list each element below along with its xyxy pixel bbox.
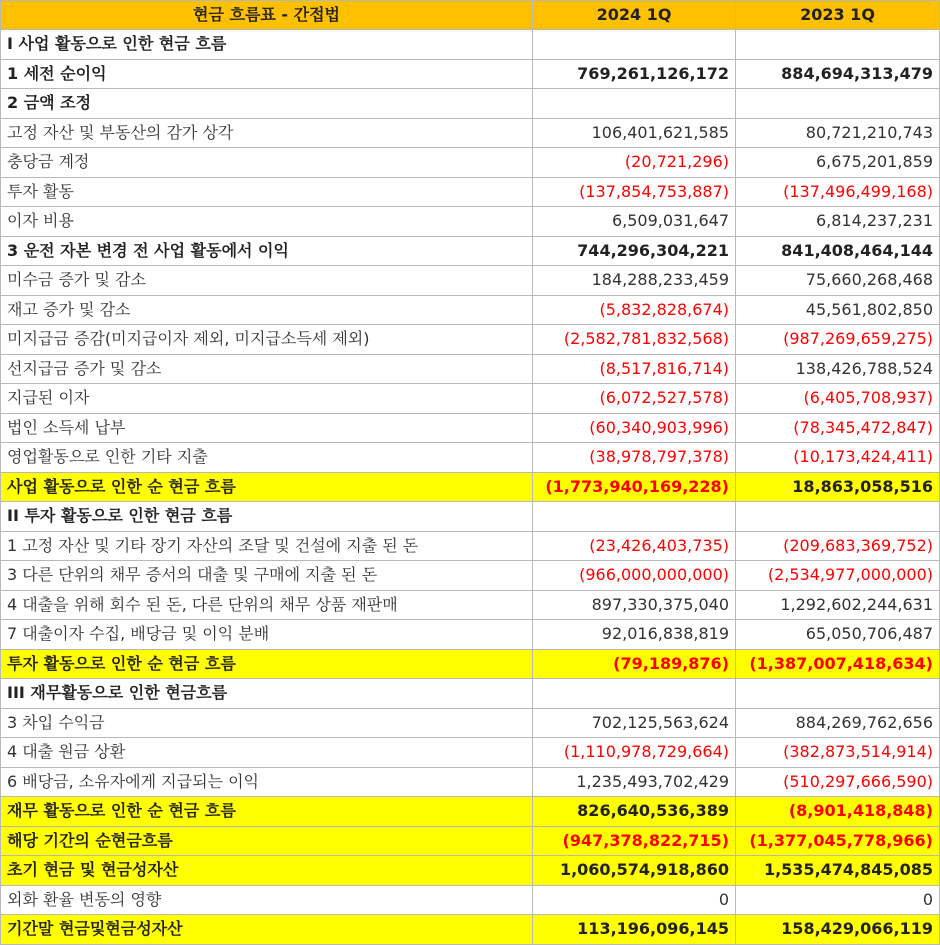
- table-row: [1, 89, 940, 119]
- header-period-2024-1q: 2024 1Q: [533, 1, 736, 30]
- value-2023-1q: (6,405,708,937): [736, 384, 940, 414]
- value-2023-1q: [736, 502, 940, 532]
- value-2024-1q: (5,832,828,674): [533, 295, 736, 325]
- row-label: 외화 환율 변동의 영향: [1, 885, 533, 915]
- row-label: 법인 소득세 납부: [1, 413, 533, 443]
- value-2024-1q: [533, 502, 736, 532]
- row-label: 재무 활동으로 인한 순 현금 흐름: [1, 797, 533, 827]
- header-statement-title: 현금 흐름표 - 간접법: [1, 1, 533, 30]
- row-label: 4 대출을 위해 회수 된 돈, 다른 단위의 채무 상품 재판매: [1, 590, 533, 620]
- row-label: 4 대출 원금 상환: [1, 738, 533, 768]
- table-row: [1, 885, 940, 915]
- value-2024-1q: (6,072,527,578): [533, 384, 736, 414]
- value-2023-1q: 1,535,474,845,085: [736, 856, 940, 886]
- value-2024-1q: 106,401,621,585: [533, 118, 736, 148]
- table-row: [1, 502, 940, 532]
- value-2024-1q: (137,854,753,887): [533, 177, 736, 207]
- value-2024-1q: 826,640,536,389: [533, 797, 736, 827]
- value-2023-1q: 158,429,066,119: [736, 915, 940, 945]
- value-2024-1q: (1,773,940,169,228): [533, 472, 736, 502]
- value-2024-1q: 1,060,574,918,860: [533, 856, 736, 886]
- table-row: [1, 561, 940, 591]
- value-2024-1q: 113,196,096,145: [533, 915, 736, 945]
- table-row: [1, 679, 940, 709]
- value-2024-1q: (38,978,797,378): [533, 443, 736, 473]
- row-label: 초기 현금 및 현금성자산: [1, 856, 533, 886]
- value-2024-1q: 0: [533, 885, 736, 915]
- table-row: [1, 207, 940, 237]
- value-2023-1q: 884,694,313,479: [736, 59, 940, 89]
- row-label: 기간말 현금및현금성자산: [1, 915, 533, 945]
- row-label: III 재무활동으로 인한 현금흐름: [1, 679, 533, 709]
- value-2023-1q: 18,863,058,516: [736, 472, 940, 502]
- value-2024-1q: 769,261,126,172: [533, 59, 736, 89]
- value-2023-1q: (2,534,977,000,000): [736, 561, 940, 591]
- row-label: 3 운전 자본 변경 전 사업 활동에서 이익: [1, 236, 533, 266]
- value-2023-1q: 80,721,210,743: [736, 118, 940, 148]
- row-label: 2 금액 조정: [1, 89, 533, 119]
- value-2024-1q: 702,125,563,624: [533, 708, 736, 738]
- value-2023-1q: (137,496,499,168): [736, 177, 940, 207]
- table-row: [1, 354, 940, 384]
- value-2023-1q: 138,426,788,524: [736, 354, 940, 384]
- value-2023-1q: [736, 30, 940, 60]
- value-2023-1q: (1,377,045,778,966): [736, 826, 940, 856]
- value-2024-1q: (23,426,403,735): [533, 531, 736, 561]
- value-2023-1q: [736, 679, 940, 709]
- table-row: [1, 295, 940, 325]
- table-row: [1, 413, 940, 443]
- row-label: 6 배당금, 소유자에게 지급되는 이익: [1, 767, 533, 797]
- value-2023-1q: 884,269,762,656: [736, 708, 940, 738]
- table-row: [1, 708, 940, 738]
- table-row: [1, 177, 940, 207]
- table-row: [1, 590, 940, 620]
- row-label: 1 고정 자산 및 기타 장기 자산의 조달 및 건설에 지출 된 돈: [1, 531, 533, 561]
- value-2023-1q: 0: [736, 885, 940, 915]
- row-label: 7 대출이자 수집, 배당금 및 이익 분배: [1, 620, 533, 650]
- row-label: 지급된 이자: [1, 384, 533, 414]
- table-row: [1, 531, 940, 561]
- value-2024-1q: 92,016,838,819: [533, 620, 736, 650]
- value-2024-1q: [533, 30, 736, 60]
- table-row: [1, 118, 940, 148]
- table-row: [1, 266, 940, 296]
- value-2023-1q: 841,408,464,144: [736, 236, 940, 266]
- subtotal-row-investing: [1, 649, 940, 679]
- row-label: 투자 활동: [1, 177, 533, 207]
- value-2023-1q: (10,173,424,411): [736, 443, 940, 473]
- value-2023-1q: 1,292,602,244,631: [736, 590, 940, 620]
- row-label: I 사업 활동으로 인한 현금 흐름: [1, 30, 533, 60]
- value-2024-1q: [533, 679, 736, 709]
- table-row: [1, 325, 940, 355]
- row-label: 이자 비용: [1, 207, 533, 237]
- row-label: 3 다른 단위의 채무 증서의 대출 및 구매에 지출 된 돈: [1, 561, 533, 591]
- value-2023-1q: (209,683,369,752): [736, 531, 940, 561]
- row-label: 선지급금 증가 및 감소: [1, 354, 533, 384]
- table-header-row: [1, 1, 940, 30]
- value-2024-1q: 744,296,304,221: [533, 236, 736, 266]
- value-2023-1q: 75,660,268,468: [736, 266, 940, 296]
- value-2024-1q: (8,517,816,714): [533, 354, 736, 384]
- value-2024-1q: 1,235,493,702,429: [533, 767, 736, 797]
- value-2023-1q: [736, 89, 940, 119]
- table-row: [1, 59, 940, 89]
- value-2024-1q: 184,288,233,459: [533, 266, 736, 296]
- row-label: 3 차입 수익금: [1, 708, 533, 738]
- value-2023-1q: (510,297,666,590): [736, 767, 940, 797]
- row-label: 해당 기간의 순현금흐름: [1, 826, 533, 856]
- subtotal-row-financing: [1, 797, 940, 827]
- row-label: 충당금 계정: [1, 148, 533, 178]
- value-2024-1q: (20,721,296): [533, 148, 736, 178]
- value-2023-1q: (8,901,418,848): [736, 797, 940, 827]
- row-label: 고정 자산 및 부동산의 감가 상각: [1, 118, 533, 148]
- row-label: 사업 활동으로 인한 순 현금 흐름: [1, 472, 533, 502]
- value-2023-1q: (78,345,472,847): [736, 413, 940, 443]
- value-2023-1q: 45,561,802,850: [736, 295, 940, 325]
- row-label: 1 세전 순이익: [1, 59, 533, 89]
- value-2024-1q: 897,330,375,040: [533, 590, 736, 620]
- row-label: 미수금 증가 및 감소: [1, 266, 533, 296]
- row-label: 미지급금 증감(미지급이자 제외, 미지급소득세 제외): [1, 325, 533, 355]
- value-2023-1q: (987,269,659,275): [736, 325, 940, 355]
- table-row: [1, 148, 940, 178]
- value-2023-1q: (1,387,007,418,634): [736, 649, 940, 679]
- table-row: [1, 620, 940, 650]
- value-2024-1q: [533, 89, 736, 119]
- table-row: [1, 738, 940, 768]
- row-label: 투자 활동으로 인한 순 현금 흐름: [1, 649, 533, 679]
- value-2024-1q: (1,110,978,729,664): [533, 738, 736, 768]
- total-row-net-cash-flow: [1, 826, 940, 856]
- value-2023-1q: 6,675,201,859: [736, 148, 940, 178]
- row-label: II 투자 활동으로 인한 현금 흐름: [1, 502, 533, 532]
- row-label: 영업활동으로 인한 기타 지출: [1, 443, 533, 473]
- value-2024-1q: (79,189,876): [533, 649, 736, 679]
- table-row: [1, 384, 940, 414]
- row-label: 재고 증가 및 감소: [1, 295, 533, 325]
- total-row-opening-cash: [1, 856, 940, 886]
- value-2023-1q: (382,873,514,914): [736, 738, 940, 768]
- value-2024-1q: (60,340,903,996): [533, 413, 736, 443]
- table-row: [1, 30, 940, 60]
- value-2023-1q: 6,814,237,231: [736, 207, 940, 237]
- value-2024-1q: (966,000,000,000): [533, 561, 736, 591]
- total-row-closing-cash: [1, 915, 940, 945]
- value-2023-1q: 65,050,706,487: [736, 620, 940, 650]
- table-row: [1, 236, 940, 266]
- subtotal-row-operating: [1, 472, 940, 502]
- value-2024-1q: (2,582,781,832,568): [533, 325, 736, 355]
- table-row: [1, 443, 940, 473]
- table-row: [1, 767, 940, 797]
- header-period-2023-1q: 2023 1Q: [736, 1, 940, 30]
- value-2024-1q: (947,378,822,715): [533, 826, 736, 856]
- value-2024-1q: 6,509,031,647: [533, 207, 736, 237]
